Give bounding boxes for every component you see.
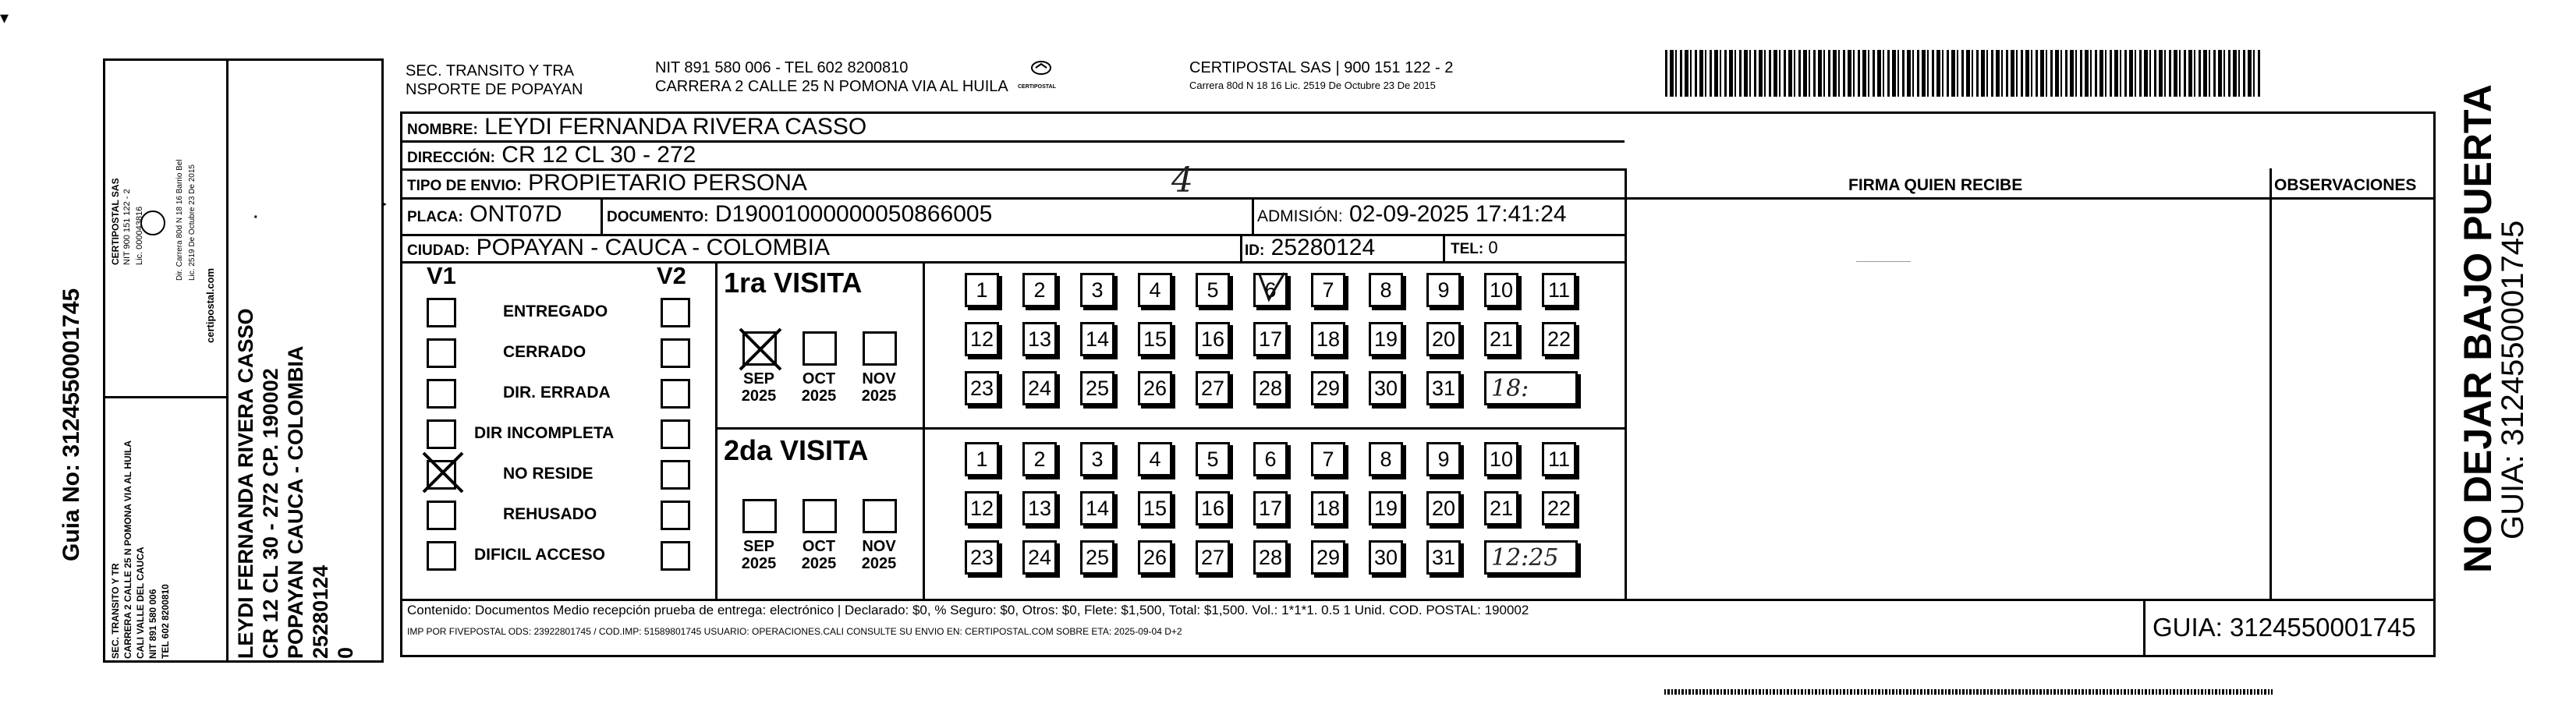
placa-value: ONT07D (469, 201, 562, 227)
admision-label: ADMISIÓN: (1257, 207, 1343, 225)
v2-checkbox[interactable] (661, 460, 690, 490)
second-visit-label: 2da VISITA (724, 434, 869, 466)
v1-checkbox[interactable] (427, 338, 456, 368)
recipient-line-2: CR 12 CL 30 - 272 CP. 190002 (259, 368, 282, 659)
visit-label-divider (923, 261, 925, 599)
day-box[interactable]: 9 (1426, 442, 1461, 476)
direccion-row (407, 142, 696, 168)
day-box[interactable]: 12 (965, 491, 999, 525)
day-box[interactable]: 27 (1196, 540, 1230, 575)
day-box[interactable]: 13 (1022, 491, 1057, 525)
day-box[interactable]: 30 (1369, 540, 1403, 575)
day-box[interactable]: 1 (965, 442, 999, 476)
sender-line-5: TEL 602 8200810 (160, 584, 171, 659)
day-box[interactable]: 31 (1426, 540, 1461, 575)
footer-guia-divider (2143, 599, 2145, 657)
day-box[interactable]: 17 (1253, 322, 1288, 356)
status-label: NO RESIDE (503, 465, 594, 483)
footer-guia: GUIA: 3124550001745 (2153, 613, 2416, 642)
day-box[interactable]: 1 (965, 273, 999, 307)
status-label: CERRADO (503, 343, 586, 361)
day-box[interactable]: 11 (1542, 442, 1576, 476)
day-box[interactable]: 4 (1138, 442, 1172, 476)
day-box[interactable]: 22 (1542, 322, 1576, 356)
documento-label: DOCUMENTO: (607, 209, 709, 225)
day-box[interactable]: 2 (1022, 442, 1057, 476)
admision-value: 02-09-2025 17:41:24 (1349, 201, 1567, 227)
handwritten-time: 12:25 (1491, 543, 1559, 571)
left-strip-divider (226, 58, 229, 663)
day-box[interactable]: 4 (1138, 273, 1172, 307)
id-label: ID: (1245, 242, 1265, 259)
day-box[interactable]: 23 (965, 371, 999, 405)
tipo-label: TIPO DE ENVIO: (407, 178, 522, 194)
id-value: 25280124 (1270, 235, 1376, 260)
placa-label: PLACA: (407, 209, 463, 225)
tel-row (1451, 238, 1498, 258)
footer-line-1: Contenido: Documentos Medio recepción prueba de entrega: electrónico | Declarado: $0, % Seguro: $0, Otros: $0, Flete: $1,500, Total: $1,500. Vol.: 1*1*1. 0.5 1 Unid. COD. POSTAL: 190002 (407, 603, 1529, 617)
direccion-value: CR 12 CL 30 - 272 (501, 142, 696, 168)
certi-line-3: Lic. 000043816 (135, 206, 144, 265)
status-label: REHUSADO (503, 505, 597, 523)
month-label: OCT 2025 (801, 538, 837, 572)
v1-checkbox[interactable] (427, 541, 456, 571)
recipient-line-4: 25280124 (309, 564, 332, 659)
footer-top-line (400, 599, 2436, 601)
month-checkbox[interactable] (803, 331, 837, 366)
time-box[interactable] (1484, 540, 1578, 575)
month-checkbox[interactable] (803, 499, 837, 533)
day-box[interactable]: 18 (1311, 322, 1345, 356)
status-label: DIFICIL ACCESO (474, 546, 606, 564)
firma-label: FIRMA QUIEN RECIBE (1848, 176, 2023, 194)
checked-mark-icon (421, 451, 465, 494)
day-box[interactable]: 15 (1138, 491, 1172, 525)
placa-row (407, 201, 562, 228)
day-box[interactable]: 16 (1196, 322, 1230, 356)
day-box[interactable]: 10 (1484, 273, 1518, 307)
row-line-5 (400, 261, 1625, 264)
day-box[interactable]: 12 (965, 322, 999, 356)
sender-name-2: NSPORTE DE POPAYAN (406, 81, 583, 98)
v2-checkbox[interactable] (661, 541, 690, 571)
right-panel-divider (1625, 168, 1627, 599)
signature-smudge (1856, 261, 1911, 262)
recipient-line-5: 0 (334, 646, 357, 659)
handwritten-day-mark-icon (1253, 268, 1292, 307)
day-box[interactable]: 26 (1138, 540, 1172, 575)
sender-line-2: CARRERA 2 CALLE 25 N POMONA VIA AL HUILA (122, 440, 133, 659)
status-label: DIR. ERRADA (503, 384, 611, 402)
sender-address: CARRERA 2 CALLE 25 N POMONA VIA AL HUILA (655, 78, 1008, 95)
left-strip-hdivider (103, 396, 226, 398)
day-box[interactable]: 21 (1484, 322, 1518, 356)
handwritten-number: 4 (1171, 161, 1193, 200)
v2-checkbox[interactable] (661, 379, 690, 409)
certi-line-1: CERTIPOSTAL SAS (110, 178, 121, 265)
v1-checkbox[interactable] (427, 379, 456, 409)
ciudad-label: CIUDAD: (407, 242, 470, 259)
sender-line-3: CALI VALLE DEL CAUCA (135, 547, 146, 659)
day-box[interactable]: 22 (1542, 491, 1576, 525)
tel-value: 0 (1488, 238, 1498, 257)
footer-line-2: IMP POR FIVEPOSTAL ODS: 23922801745 / COD.IMP: 51589801745 USUARIO: OPERACIONES.CALI CONSULTE SU ENVIO EN: CERTIPOSTAL.COM SOBRE ETA: 2025-09-04 D+2 (407, 626, 1182, 637)
handwritten-time: 18: (1491, 374, 1529, 402)
day-box[interactable]: 10 (1484, 442, 1518, 476)
tipo-value: PROPIETARIO PERSONA (528, 170, 807, 196)
status-divider (715, 261, 718, 599)
visit-split-line (715, 427, 1625, 430)
status-label: ENTREGADO (503, 302, 608, 320)
day-box[interactable]: 14 (1080, 322, 1114, 356)
checked-month-icon (738, 327, 783, 372)
day-box[interactable]: 8 (1369, 442, 1403, 476)
certipostal-logo-icon (140, 210, 165, 235)
day-box[interactable]: 7 (1311, 442, 1345, 476)
month-checkbox[interactable] (742, 499, 777, 533)
documento-row (607, 201, 992, 228)
day-box[interactable]: 13 (1022, 322, 1057, 356)
month-label: NOV 2025 (861, 538, 897, 572)
day-box[interactable]: 19 (1369, 491, 1403, 525)
day-box[interactable]: 29 (1311, 540, 1345, 575)
day-box[interactable]: 8 (1369, 273, 1403, 307)
nit-tel: NIT 891 580 006 - TEL 602 8200810 (655, 59, 909, 76)
day-box[interactable]: 3 (1080, 273, 1114, 307)
day-box[interactable]: 2 (1022, 273, 1057, 307)
day-box[interactable]: 28 (1253, 371, 1288, 405)
v2-checkbox[interactable] (661, 501, 690, 530)
day-box[interactable]: 26 (1138, 371, 1172, 405)
v1-checkbox[interactable] (427, 419, 456, 449)
day-box[interactable]: 7 (1311, 273, 1345, 307)
certi-line-4: Dir. Carrera 80d N 18 16 Barrio Bel (175, 159, 184, 281)
nombre-row (407, 114, 866, 140)
sender-name-1: SEC. TRANSITO Y TRA (406, 62, 574, 80)
tel-divider (1443, 234, 1445, 261)
day-box[interactable]: 5 (1196, 273, 1230, 307)
no-dejar-bajo-puerta: NO DEJAR BAJO PUERTA (2456, 84, 2500, 573)
day-box[interactable]: 3 (1080, 442, 1114, 476)
certi-web: certipostal.com (204, 267, 216, 343)
sender-line-4: NIT 891 580 006 (147, 589, 158, 659)
admision-row (1257, 201, 1567, 228)
ciudad-row (407, 235, 830, 261)
first-visit-label: 1ra VISITA (724, 267, 863, 299)
header-barcode (1665, 50, 2262, 97)
tipo-row (407, 170, 807, 196)
certi-addr: Carrera 80d N 18 16 Lic. 2519 De Octubre 23 De 2015 (1189, 80, 1436, 91)
day-box[interactable]: 5 (1196, 442, 1230, 476)
day-box[interactable]: 18 (1311, 491, 1345, 525)
day-box[interactable]: 25 (1080, 540, 1114, 575)
month-label: SEP 2025 (741, 370, 777, 405)
status-label: DIR INCOMPLETA (474, 424, 615, 442)
v2-checkbox[interactable] (661, 298, 690, 327)
month-label: SEP 2025 (741, 538, 777, 572)
nombre-value: LEYDI FERNANDA RIVERA CASSO (484, 114, 867, 140)
left-strip-dot: · (253, 209, 259, 226)
ciudad-value: POPAYAN - CAUCA - COLOMBIA (476, 235, 830, 260)
day-box[interactable]: 24 (1022, 371, 1057, 405)
day-box[interactable]: 30 (1369, 371, 1403, 405)
day-box[interactable]: 6 (1253, 442, 1288, 476)
month-checkbox[interactable] (863, 331, 897, 366)
id-divider (1240, 234, 1242, 261)
day-box[interactable]: 9 (1426, 273, 1461, 307)
observaciones-label: OBSERVACIONES (2274, 176, 2417, 194)
nombre-label: NOMBRE: (407, 122, 478, 138)
day-box[interactable]: 24 (1022, 540, 1057, 575)
day-box[interactable]: 20 (1426, 491, 1461, 525)
day-box[interactable]: 29 (1311, 371, 1345, 405)
day-box[interactable]: 6 (1253, 273, 1288, 307)
v1-checkbox[interactable] (427, 501, 456, 530)
time-box[interactable] (1484, 371, 1578, 405)
admision-divider (1252, 197, 1254, 234)
right-header-line (1625, 197, 2436, 200)
corner-mark: ▾ (0, 8, 9, 27)
day-box[interactable]: 27 (1196, 371, 1230, 405)
v1-label: V1 (427, 262, 456, 289)
day-box[interactable]: 14 (1080, 491, 1114, 525)
certi-line-2: NIT 900 151 122 - 2 (122, 189, 132, 265)
obs-divider (2270, 168, 2272, 599)
day-box[interactable]: 20 (1426, 322, 1461, 356)
id-row (1245, 235, 1375, 261)
day-box[interactable]: 11 (1542, 273, 1576, 307)
month-label: OCT 2025 (801, 370, 837, 405)
guia-no-vertical: Guia No: 3124550001745 (58, 288, 84, 561)
tel-label: TEL: (1451, 241, 1484, 257)
month-label: NOV 2025 (861, 370, 897, 405)
documento-value: D19001000000050866005 (714, 201, 993, 227)
day-box[interactable]: 16 (1196, 491, 1230, 525)
day-box[interactable]: 25 (1080, 371, 1114, 405)
v2-checkbox[interactable] (661, 338, 690, 368)
v1-checkbox[interactable] (427, 298, 456, 327)
sender-line-1: SEC. TRANSITO Y TR (110, 563, 121, 659)
day-box[interactable]: 23 (965, 540, 999, 575)
certipostal-header-logo-text: CERTIPOSTAL (1018, 84, 1056, 90)
bottom-barcode (1664, 689, 2273, 695)
divider-mark: ‣ (381, 199, 388, 212)
month-checkbox[interactable] (863, 499, 897, 533)
certi-line-5: Lic. 2519 De Octubre 23 De 2015 (188, 165, 197, 281)
day-box[interactable]: 28 (1253, 540, 1288, 575)
day-box[interactable]: 17 (1253, 491, 1288, 525)
certi-name: CERTIPOSTAL SAS | 900 151 122 - 2 (1189, 59, 1454, 76)
recipient-line-1: LEYDI FERNANDA RIVERA CASSO (234, 308, 257, 659)
day-box[interactable]: 15 (1138, 322, 1172, 356)
right-strip-guia: GUIA: 3124550001745 (2496, 220, 2530, 539)
placa-divider (601, 197, 603, 234)
recipient-line-3: POPAYAN CAUCA - COLOMBIA (284, 345, 307, 659)
direccion-label: DIRECCIÓN: (407, 150, 495, 166)
v2-label: V2 (657, 262, 686, 289)
day-box[interactable]: 31 (1426, 371, 1461, 405)
v2-checkbox[interactable] (661, 419, 690, 449)
day-box[interactable]: 19 (1369, 322, 1403, 356)
day-box[interactable]: 21 (1484, 491, 1518, 525)
